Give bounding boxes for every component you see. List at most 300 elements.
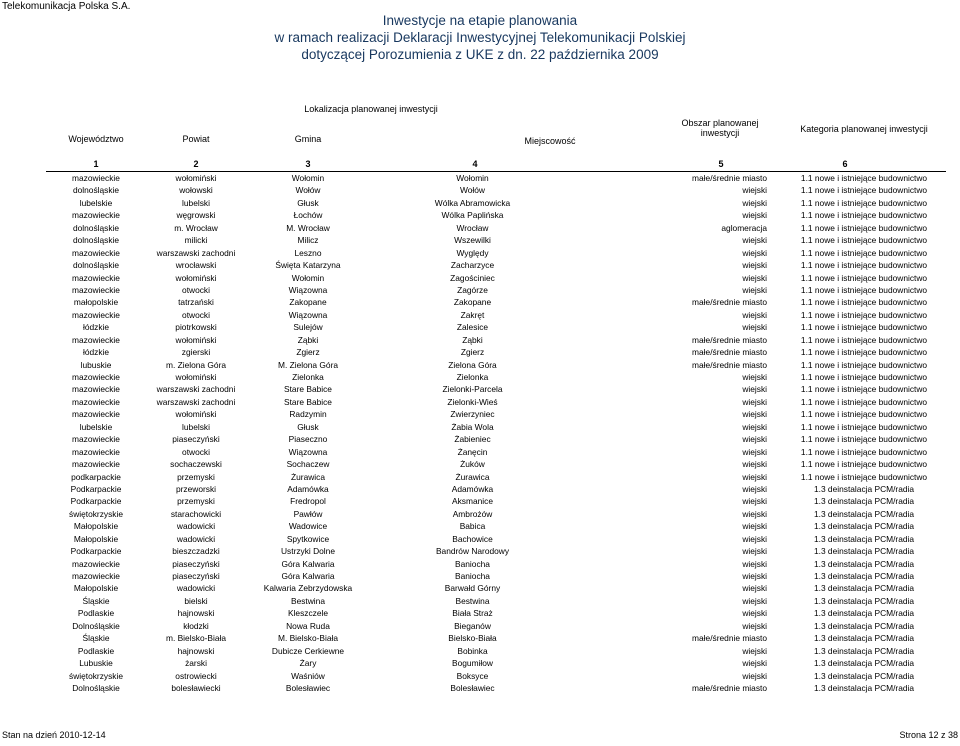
cell-gmina: Ustrzyki Dolne <box>281 546 335 557</box>
cell-obszar: wiejski <box>742 197 767 208</box>
cell-kategoria: 1.3 deinstalacja PCM/radia <box>813 483 915 494</box>
cell-wojewodztwo: lubelskie <box>79 421 113 432</box>
cell-gmina: Fredropol <box>290 496 326 507</box>
cell-powiat: warszawski zachodni <box>156 396 236 407</box>
cell-miejscowosc: Wyględy <box>456 247 489 258</box>
cell-obszar: wiejski <box>742 309 767 320</box>
cell-wojewodztwo: mazowieckie <box>72 384 120 395</box>
column-number-6: 6 <box>842 159 848 169</box>
cell-wojewodztwo: Dolnośląskie <box>72 682 120 693</box>
title-line-2: w ramach realizacji Deklaracji Inwestycyjnej Telekomunikacji Polskiej <box>274 30 686 45</box>
cell-gmina: Wiązowna <box>288 284 328 295</box>
table-row <box>0 309 960 321</box>
cell-obszar: wiejski <box>742 322 767 333</box>
cell-kategoria: 1.1 nowe i istniejące budownictwo <box>800 471 928 482</box>
cell-powiat: warszawski zachodni <box>156 247 236 258</box>
cell-miejscowosc: Bielsko-Biała <box>448 633 497 644</box>
cell-gmina: Bestwina <box>291 595 325 606</box>
cell-kategoria: 1.3 deinstalacja PCM/radia <box>813 670 915 681</box>
table-row <box>0 272 960 284</box>
cell-miejscowosc: Biała Straż <box>452 608 493 619</box>
cell-wojewodztwo: podkarpackie <box>71 471 121 482</box>
table-row <box>0 670 960 682</box>
cell-wojewodztwo: Dolnośląskie <box>72 620 120 631</box>
cell-gmina: Leszno <box>294 247 322 258</box>
cell-gmina: Wołomin <box>291 272 325 283</box>
cell-wojewodztwo: łódzkie <box>82 322 110 333</box>
cell-miejscowosc: Zwierzyniec <box>450 409 495 420</box>
cell-miejscowosc: Barwałd Górny <box>444 583 501 594</box>
cell-obszar: wiejski <box>742 571 767 581</box>
cell-miejscowosc: Zielonki-Wieś <box>447 396 498 407</box>
cell-powiat: hajnowski <box>177 608 215 619</box>
cell-wojewodztwo: mazowieckie <box>72 459 120 470</box>
cell-kategoria: 1.1 nowe i istniejące budownictwo <box>800 247 928 258</box>
table-row <box>0 446 960 458</box>
table-row <box>0 595 960 607</box>
cell-kategoria: 1.3 deinstalacja PCM/radia <box>813 546 915 557</box>
cell-gmina: Sulejów <box>293 322 323 333</box>
cell-kategoria: 1.1 nowe i istniejące budownictwo <box>800 297 928 308</box>
cell-powiat: warszawski zachodni <box>156 384 236 395</box>
table-row <box>0 632 960 644</box>
cell-miejscowosc: Boksyce <box>456 670 489 681</box>
cell-gmina: Głusk <box>297 197 319 208</box>
footer-page-number: Strona 12 z 38 <box>899 730 958 740</box>
cell-obszar: wiejski <box>742 546 767 557</box>
cell-miejscowosc: Zgierz <box>460 347 485 358</box>
cell-miejscowosc: Baniocha <box>455 558 490 569</box>
table-row <box>0 508 960 520</box>
cell-obszar: małe/średnie miasto <box>692 173 767 183</box>
cell-obszar: wiejski <box>742 670 767 681</box>
cell-wojewodztwo: mazowieckie <box>72 334 120 345</box>
cell-gmina: Spytkowice <box>286 533 330 544</box>
cell-wojewodztwo: mazowieckie <box>72 309 120 320</box>
cell-obszar: wiejski <box>742 247 767 258</box>
cell-gmina: Wadowice <box>288 521 328 532</box>
cell-wojewodztwo: świętokrzyskie <box>69 670 123 681</box>
header-kategoria: Kategoria planowanej inwestycji <box>800 124 928 134</box>
cell-obszar: małe/średnie miasto <box>692 633 767 644</box>
cell-kategoria: 1.1 nowe i istniejące budownictwo <box>800 384 928 395</box>
cell-obszar: wiejski <box>742 396 767 407</box>
cell-miejscowosc: Bachowice <box>452 533 493 544</box>
column-number-2: 2 <box>193 159 199 169</box>
cell-powiat: ostrowiecki <box>175 670 217 681</box>
cell-wojewodztwo: Śląskie <box>82 595 110 606</box>
cell-powiat: wołomiński <box>175 272 217 283</box>
title-line-3: dotyczącej Porozumienia z UKE z dn. 22 października 2009 <box>301 47 659 62</box>
cell-powiat: przemyski <box>177 471 215 482</box>
cell-wojewodztwo: mazowieckie <box>72 284 120 295</box>
cell-miejscowosc: Bobinka <box>457 645 488 656</box>
table-row <box>0 334 960 346</box>
cell-powiat: kłodzki <box>183 620 209 631</box>
cell-gmina: Wiązowna <box>288 446 328 457</box>
cell-wojewodztwo: mazowieckie <box>72 372 120 382</box>
cell-obszar: wiejski <box>742 583 767 594</box>
cell-obszar: wiejski <box>742 210 767 221</box>
column-numbers <box>0 159 960 171</box>
table-row <box>0 371 960 383</box>
cell-wojewodztwo: mazowieckie <box>72 571 120 581</box>
table-row <box>0 607 960 619</box>
cell-kategoria: 1.1 nowe i istniejące budownictwo <box>800 396 928 407</box>
cell-obszar: wiejski <box>742 372 767 382</box>
cell-powiat: wołomiński <box>175 334 217 345</box>
header-powiat: Powiat <box>182 134 210 144</box>
cell-powiat: bolesławiecki <box>171 682 221 693</box>
cell-powiat: wołowski <box>179 185 213 196</box>
cell-gmina: Zakopane <box>289 297 327 308</box>
cell-gmina: M. Wrocław <box>286 222 330 233</box>
cell-obszar: wiejski <box>742 620 767 631</box>
cell-gmina: Nowa Ruda <box>286 620 330 631</box>
cell-miejscowosc: Bieganów <box>454 620 491 631</box>
cell-miejscowosc: Zielonka <box>456 372 489 382</box>
cell-gmina: Wołomin <box>291 173 325 183</box>
cell-miejscowosc: Zacharzyce <box>450 260 495 271</box>
cell-powiat: wołomiński <box>175 173 217 183</box>
cell-obszar: małe/średnie miasto <box>692 682 767 693</box>
cell-kategoria: 1.1 nowe i istniejące budownictwo <box>800 334 928 345</box>
cell-gmina: M. Zielona Góra <box>277 359 339 370</box>
cell-kategoria: 1.1 nowe i istniejące budownictwo <box>800 309 928 320</box>
cell-miejscowosc: Adamówka <box>451 483 494 494</box>
cell-miejscowosc: Baniocha <box>455 571 490 581</box>
table-row <box>0 433 960 445</box>
cell-obszar: wiejski <box>742 521 767 532</box>
cell-obszar: wiejski <box>742 508 767 519</box>
cell-kategoria: 1.1 nowe i istniejące budownictwo <box>800 347 928 358</box>
column-number-4: 4 <box>472 159 478 169</box>
cell-obszar: wiejski <box>742 608 767 619</box>
cell-powiat: żarski <box>185 658 207 669</box>
cell-powiat: wrocławski <box>175 260 217 271</box>
cell-kategoria: 1.3 deinstalacja PCM/radia <box>813 508 915 519</box>
table-row <box>0 321 960 333</box>
footer-date: Stan na dzień 2010-12-14 <box>2 730 106 740</box>
cell-gmina: Waśniów <box>291 670 325 681</box>
cell-gmina: Łochów <box>293 210 323 221</box>
cell-powiat: otwocki <box>182 284 210 295</box>
cell-miejscowosc: Wszewilki <box>454 235 491 246</box>
table-row <box>0 172 960 184</box>
cell-gmina: Radzymin <box>289 409 327 420</box>
cell-kategoria: 1.3 deinstalacja PCM/radia <box>813 682 915 693</box>
table-row <box>0 645 960 657</box>
cell-powiat: tatrzański <box>178 297 214 308</box>
cell-miejscowosc: Ambrożów <box>452 508 493 519</box>
cell-miejscowosc: Wólka Abramowicka <box>434 197 511 208</box>
document-title <box>0 12 960 63</box>
cell-kategoria: 1.1 nowe i istniejące budownictwo <box>800 284 928 295</box>
cell-gmina: Stare Babice <box>284 384 332 395</box>
cell-obszar: wiejski <box>742 185 767 196</box>
column-number-3: 3 <box>305 159 311 169</box>
cell-powiat: węgrowski <box>176 210 216 221</box>
cell-gmina: Góra Kalwaria <box>281 558 335 569</box>
data-table <box>0 172 960 694</box>
table-row <box>0 408 960 420</box>
cell-wojewodztwo: mazowieckie <box>72 409 120 420</box>
cell-wojewodztwo: mazowieckie <box>72 272 120 283</box>
cell-obszar: wiejski <box>742 434 767 445</box>
cell-miejscowosc: Zalesice <box>456 322 489 333</box>
cell-miejscowosc: Zielonki-Parcela <box>442 384 503 395</box>
cell-miejscowosc: Ząbki <box>462 334 483 345</box>
cell-kategoria: 1.1 nowe i istniejące budownictwo <box>800 434 928 445</box>
cell-wojewodztwo: Podlaskie <box>77 608 115 619</box>
cell-kategoria: 1.1 nowe i istniejące budownictwo <box>800 322 928 333</box>
cell-wojewodztwo: świętokrzyskie <box>69 508 123 519</box>
cell-kategoria: 1.3 deinstalacja PCM/radia <box>813 533 915 544</box>
cell-kategoria: 1.1 nowe i istniejące budownictwo <box>800 260 928 271</box>
table-row <box>0 570 960 582</box>
cell-miejscowosc: Babica <box>459 521 486 532</box>
cell-obszar: wiejski <box>742 235 767 246</box>
table-row <box>0 483 960 495</box>
cell-miejscowosc: Żabia Wola <box>451 421 494 432</box>
cell-gmina: Sochaczew <box>286 459 330 470</box>
cell-obszar: aglomeracja <box>721 222 767 233</box>
cell-gmina: Zielonka <box>292 372 324 382</box>
cell-obszar: wiejski <box>742 533 767 544</box>
cell-miejscowosc: Żuków <box>460 459 485 470</box>
cell-obszar: małe/średnie miasto <box>692 359 767 370</box>
table-row <box>0 657 960 669</box>
column-number-5: 5 <box>718 159 724 169</box>
cell-wojewodztwo: Podlaskie <box>77 645 115 656</box>
cell-wojewodztwo: Podkarpackie <box>70 496 122 507</box>
cell-kategoria: 1.3 deinstalacja PCM/radia <box>813 595 915 606</box>
cell-kategoria: 1.3 deinstalacja PCM/radia <box>813 558 915 569</box>
cell-kategoria: 1.1 nowe i istniejące budownictwo <box>800 197 928 208</box>
cell-wojewodztwo: Podkarpackie <box>70 546 122 557</box>
cell-gmina: Ząbki <box>297 334 319 345</box>
cell-obszar: wiejski <box>742 658 767 669</box>
cell-gmina: Żurawica <box>291 471 325 482</box>
cell-obszar: wiejski <box>742 459 767 470</box>
table-row <box>0 259 960 271</box>
cell-obszar: wiejski <box>742 260 767 271</box>
cell-kategoria: 1.1 nowe i istniejące budownictwo <box>800 372 928 382</box>
cell-wojewodztwo: Podkarpackie <box>70 483 122 494</box>
cell-powiat: sochaczewski <box>170 459 222 470</box>
cell-kategoria: 1.1 nowe i istniejące budownictwo <box>800 409 928 420</box>
cell-gmina: Wiązowna <box>288 309 328 320</box>
cell-wojewodztwo: lubuskie <box>80 359 112 370</box>
cell-powiat: wadowicki <box>176 583 216 594</box>
cell-obszar: wiejski <box>742 483 767 494</box>
cell-miejscowosc: Zagórze <box>457 284 488 295</box>
cell-powiat: wołomiński <box>175 409 217 420</box>
cell-obszar: wiejski <box>742 558 767 569</box>
cell-wojewodztwo: Lubuskie <box>79 658 113 669</box>
cell-miejscowosc: Zakręt <box>460 309 485 320</box>
table-row <box>0 234 960 246</box>
cell-kategoria: 1.3 deinstalacja PCM/radia <box>813 521 915 532</box>
cell-gmina: Dubicze Cerkiewne <box>271 645 345 656</box>
cell-gmina: Święta Katarzyna <box>275 260 341 271</box>
cell-miejscowosc: Żanęcin <box>457 446 488 457</box>
cell-miejscowosc: Wrocław <box>456 222 489 233</box>
cell-kategoria: 1.1 nowe i istniejące budownictwo <box>800 222 928 233</box>
cell-wojewodztwo: Małopolskie <box>73 521 119 532</box>
cell-powiat: bieszczadzki <box>172 546 220 557</box>
cell-obszar: wiejski <box>742 284 767 295</box>
cell-wojewodztwo: lubelskie <box>79 197 113 208</box>
cell-miejscowosc: Bogumiłow <box>452 658 493 669</box>
cell-powiat: hajnowski <box>177 645 215 656</box>
cell-powiat: piotrkowski <box>175 322 217 333</box>
cell-powiat: milicki <box>184 235 208 246</box>
column-number-1: 1 <box>93 159 99 169</box>
cell-gmina: Milicz <box>297 235 319 246</box>
cell-miejscowosc: Zagościniec <box>450 272 495 283</box>
table-row <box>0 471 960 483</box>
cell-wojewodztwo: mazowieckie <box>72 247 120 258</box>
cell-wojewodztwo: łódzkie <box>82 347 110 358</box>
cell-wojewodztwo: mazowieckie <box>72 434 120 445</box>
cell-miejscowosc: Zielona Góra <box>448 359 497 370</box>
cell-gmina: Bolesławiec <box>285 682 331 693</box>
table-row <box>0 197 960 209</box>
cell-obszar: wiejski <box>742 409 767 420</box>
table-row <box>0 558 960 570</box>
cell-miejscowosc: Wołomin <box>456 173 489 183</box>
table-row <box>0 533 960 545</box>
cell-obszar: wiejski <box>742 272 767 283</box>
cell-gmina: Zgierz <box>296 347 320 358</box>
cell-miejscowosc: Wołów <box>460 185 485 196</box>
cell-kategoria: 1.3 deinstalacja PCM/radia <box>813 620 915 631</box>
cell-gmina: Stare Babice <box>284 396 332 407</box>
cell-obszar: wiejski <box>742 471 767 482</box>
cell-wojewodztwo: dolnośląskie <box>72 260 120 271</box>
cell-wojewodztwo: mazowieckie <box>72 446 120 457</box>
table-row <box>0 458 960 470</box>
cell-kategoria: 1.3 deinstalacja PCM/radia <box>813 496 915 507</box>
table-row <box>0 495 960 507</box>
cell-powiat: przemyski <box>177 496 215 507</box>
cell-gmina: Żary <box>299 658 317 669</box>
cell-powiat: wadowicki <box>176 533 216 544</box>
cell-obszar: wiejski <box>742 421 767 432</box>
cell-kategoria: 1.3 deinstalacja PCM/radia <box>813 571 915 581</box>
cell-kategoria: 1.3 deinstalacja PCM/radia <box>813 633 915 644</box>
cell-wojewodztwo: Małopolskie <box>73 583 119 594</box>
cell-gmina: M. Bielsko-Biała <box>277 633 339 644</box>
cell-wojewodztwo: mazowieckie <box>72 396 120 407</box>
table-row <box>0 383 960 395</box>
header-miejscowosc: Miejscowość <box>524 136 576 146</box>
cell-kategoria: 1.1 nowe i istniejące budownictwo <box>800 235 928 246</box>
cell-miejscowosc: Wólka Paplińska <box>441 210 504 221</box>
cell-miejscowosc: Bolesławiec <box>450 682 495 693</box>
cell-gmina: Kleszczele <box>287 608 329 619</box>
cell-miejscowosc: Bestwina <box>455 595 490 606</box>
cell-wojewodztwo: dolnośląskie <box>72 235 120 246</box>
table-row <box>0 222 960 234</box>
table-row <box>0 520 960 532</box>
cell-powiat: wołomiński <box>175 372 217 382</box>
cell-powiat: m. Zielona Góra <box>165 359 227 370</box>
cell-powiat: piaseczyński <box>172 558 220 569</box>
cell-kategoria: 1.3 deinstalacja PCM/radia <box>813 645 915 656</box>
cell-wojewodztwo: mazowieckie <box>72 558 120 569</box>
cell-kategoria: 1.3 deinstalacja PCM/radia <box>813 658 915 669</box>
cell-gmina: Kalwaria Zebrzydowska <box>263 583 353 594</box>
cell-kategoria: 1.1 nowe i istniejące budownictwo <box>800 459 928 470</box>
cell-kategoria: 1.3 deinstalacja PCM/radia <box>813 608 915 619</box>
company-name: Telekomunikacja Polska S.A. <box>2 1 131 12</box>
cell-wojewodztwo: mazowieckie <box>72 173 120 183</box>
cell-gmina: Pawłów <box>293 508 323 519</box>
table-row <box>0 396 960 408</box>
cell-powiat: m. Bielsko-Biała <box>165 633 227 644</box>
cell-wojewodztwo: małopolskie <box>73 297 119 308</box>
cell-kategoria: 1.1 nowe i istniejące budownictwo <box>800 210 928 221</box>
table-row <box>0 545 960 557</box>
cell-obszar: wiejski <box>742 595 767 606</box>
cell-powiat: otwocki <box>182 309 210 320</box>
cell-powiat: lubelski <box>182 421 210 432</box>
cell-miejscowosc: Zakopane <box>453 297 492 308</box>
cell-gmina: Piaseczno <box>288 434 328 445</box>
cell-wojewodztwo: mazowieckie <box>72 210 120 221</box>
cell-powiat: otwocki <box>182 446 210 457</box>
cell-powiat: piaseczyński <box>172 434 220 445</box>
cell-kategoria: 1.1 nowe i istniejące budownictwo <box>800 446 928 457</box>
cell-obszar: wiejski <box>742 496 767 507</box>
cell-obszar: małe/średnie miasto <box>692 297 767 308</box>
cell-wojewodztwo: dolnośląskie <box>72 185 120 196</box>
table-row <box>0 209 960 221</box>
cell-obszar: wiejski <box>742 446 767 457</box>
cell-wojewodztwo: Śląskie <box>82 633 110 644</box>
table-row <box>0 184 960 196</box>
table-row <box>0 284 960 296</box>
cell-miejscowosc: Żabieniec <box>454 434 491 445</box>
table-row <box>0 421 960 433</box>
cell-powiat: bielski <box>184 595 208 606</box>
cell-obszar: małe/średnie miasto <box>692 334 767 345</box>
cell-gmina: Góra Kalwaria <box>281 571 335 581</box>
cell-kategoria: 1.1 nowe i istniejące budownictwo <box>800 272 928 283</box>
table-row <box>0 247 960 259</box>
table-row <box>0 620 960 632</box>
header-wojewodztwo: Województwo <box>68 134 124 144</box>
cell-miejscowosc: Aksmanice <box>452 496 493 507</box>
table-row <box>0 582 960 594</box>
cell-powiat: m. Wrocław <box>174 222 218 233</box>
cell-wojewodztwo: Małopolskie <box>73 533 119 544</box>
cell-gmina: Wołów <box>295 185 321 196</box>
cell-kategoria: 1.1 nowe i istniejące budownictwo <box>800 421 928 432</box>
header-obszar: Obszar planowanej inwestycji <box>681 118 759 138</box>
header-gmina: Gmina <box>294 134 322 144</box>
table-row <box>0 296 960 308</box>
title-line-1: Inwestycje na etapie planowania <box>382 13 578 28</box>
cell-powiat: starachowicki <box>170 508 222 519</box>
cell-powiat: wadowicki <box>176 521 216 532</box>
cell-powiat: przeworski <box>175 483 217 494</box>
cell-obszar: wiejski <box>742 384 767 395</box>
cell-gmina: Adamówka <box>287 483 329 494</box>
cell-obszar: wiejski <box>742 645 767 656</box>
